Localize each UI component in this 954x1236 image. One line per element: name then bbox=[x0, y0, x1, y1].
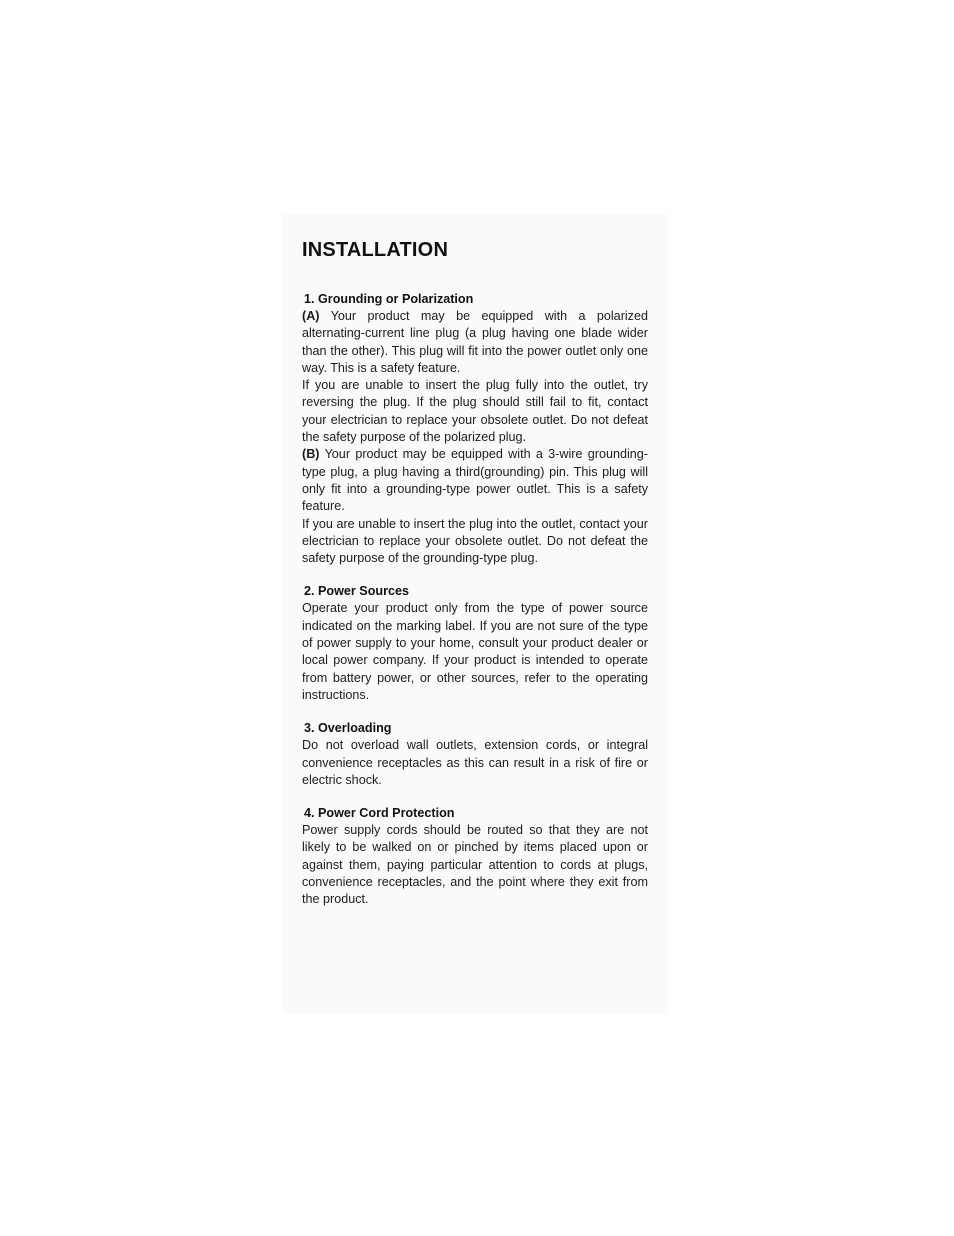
section-heading: 2. Power Sources bbox=[304, 584, 409, 599]
paragraph-text: If you are unable to insert the plug into the outlet, contact your electrician to replace your obsolete outlet. Do not defeat the safety purpose of the grounding-type plug. bbox=[302, 516, 648, 566]
section-power-cord-protection bbox=[302, 805, 648, 908]
section-heading: 3. Overloading bbox=[304, 721, 392, 736]
paragraph-text: Do not overload wall outlets, extension cords, or integral convenience receptacles as this can result in a risk of fire or electric shock. bbox=[302, 738, 648, 787]
paragraph-text: Power supply cords should be routed so that they are not likely to be walked on or pinched by items placed upon or against them, paying particular attention to cords at plugs, convenience receptacles, and the point where they exit from the product. bbox=[302, 823, 648, 907]
paragraph-text: Your product may be equipped with a polarized alternating-current line plug (a plug having one blade wider than the other). This plug will fit into the power outlet only one way. This is a safety feature. bbox=[302, 309, 648, 375]
paragraph-text: Your product may be equipped with a 3-wire grounding-type plug, a plug having a third(grounding) pin. This plug will only fit into a grounding-type power outlet. This is a safety feature. bbox=[302, 447, 648, 514]
paragraph-lead: (B) bbox=[302, 447, 320, 462]
document-content bbox=[302, 236, 648, 925]
paragraph-lead: (A) bbox=[302, 309, 320, 323]
section-grounding bbox=[302, 291, 648, 567]
paragraph bbox=[302, 308, 648, 377]
paragraph bbox=[302, 822, 648, 908]
page-title: INSTALLATION bbox=[302, 239, 449, 261]
paragraph bbox=[302, 600, 648, 704]
section-overloading bbox=[302, 720, 648, 789]
section-power-sources bbox=[302, 583, 648, 704]
paragraph bbox=[302, 516, 648, 568]
paragraph-text: If you are unable to insert the plug fully into the outlet, try reversing the plug. If the plug should still fail to fit, contact your electrician to replace your obsolete outlet. Do not defeat the safety purpose of the polarized plug. bbox=[302, 378, 648, 445]
section-heading: 4. Power Cord Protection bbox=[304, 806, 455, 821]
paragraph bbox=[302, 377, 648, 446]
paragraph-text: Operate your product only from the type of power source indicated on the marking label. If you are not sure of the type of power supply to your home, consult your product dealer or local power company. If your product is intended to operate from battery power, or other sources, refer to the operating instructions. bbox=[302, 601, 648, 702]
paragraph bbox=[302, 446, 648, 515]
section-heading: 1. Grounding or Polarization bbox=[304, 292, 474, 306]
paragraph bbox=[302, 737, 648, 789]
